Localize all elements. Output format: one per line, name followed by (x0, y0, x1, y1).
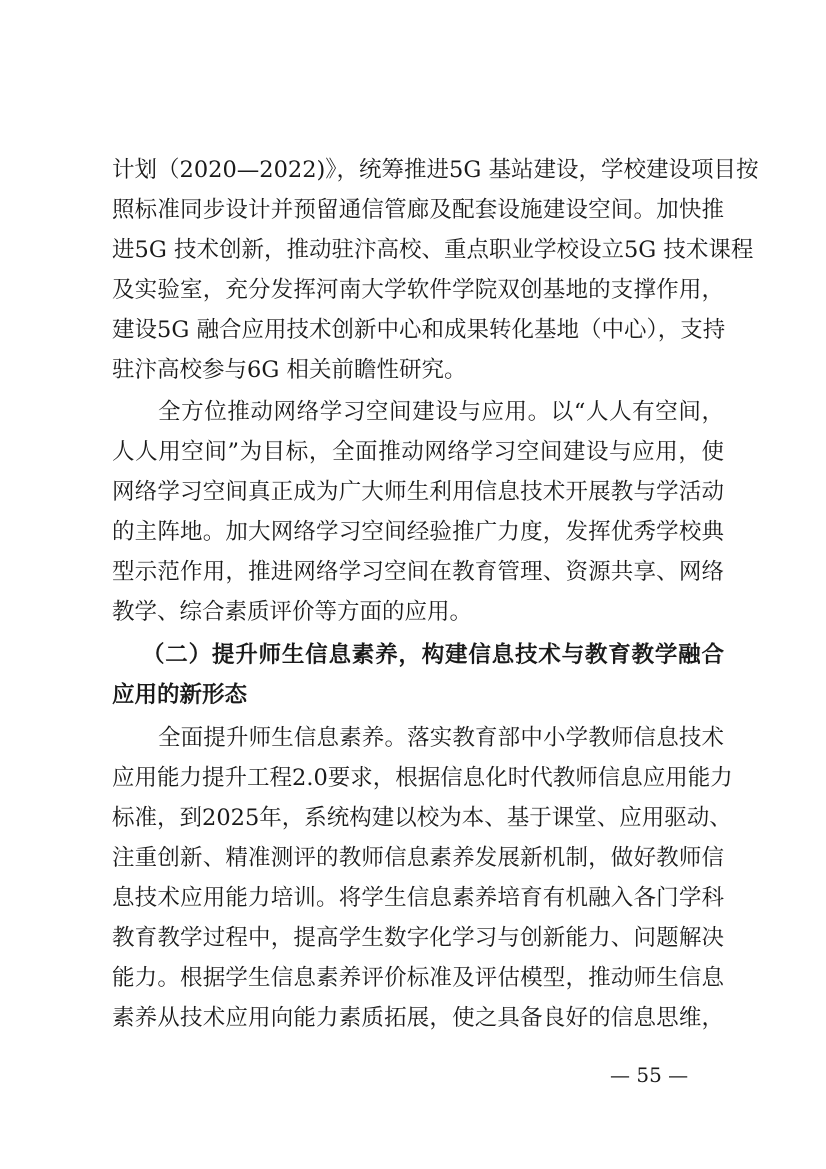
text-line-17: 息技术应用能力培训。将学生信息素养培育有机融入各门学科 (112, 885, 724, 911)
text-line-1: 计划（2020—2022)》，统筹推进5G 基站建设，学校建设项目按 (112, 157, 759, 183)
text-line-3: 进5G 技术创新，推动驻汴高校、重点职业学校设立5G 技术课程 (112, 237, 754, 263)
text-line-19: 能力。根据学生信息素养评价标准及评估模型，推动师生信息 (112, 965, 724, 991)
section-heading-line-2: 应用的新形态 (112, 682, 248, 708)
text-line-12: 教学、综合素质评价等方面的应用。 (112, 599, 473, 625)
text-line-20: 素养从技术应用向能力素质拓展，使之具备良好的信息思维， (112, 1005, 724, 1031)
text-line-13: 全面提升师生信息素养。落实教育部中小学教师信息技术 (158, 725, 724, 751)
text-line-10: 的主阵地。加大网络学习空间经验推广力度，发挥优秀学校典 (112, 519, 724, 545)
text-line-16: 注重创新、精准测评的教师信息素养发展新机制，做好教师信 (112, 845, 724, 871)
text-line-14: 应用能力提升工程2.0要求，根据信息化时代教师信息应用能力 (112, 765, 733, 791)
text-line-6: 驻汴高校参与6G 相关前瞻性研究。 (112, 357, 467, 383)
text-line-7: 全方位推动网络学习空间建设与应用。以“人人有空间， (158, 399, 724, 425)
page-number: — 55 — (610, 1063, 689, 1087)
text-line-15: 标准，到2025年，系统构建以校为本、基于课堂、应用驱动、 (112, 805, 732, 831)
text-line-18: 教育教学过程中，提高学生数字化学习与创新能力、问题解决 (112, 925, 724, 951)
section-heading-line-1: （二）提升师生信息素养，构建信息技术与教育教学融合 (142, 642, 724, 668)
text-line-8: 人人用空间”为目标，全面推动网络学习空间建设与应用，使 (112, 439, 724, 465)
text-line-5: 建设5G 融合应用技术创新中心和成果转化基地（中心），支持 (112, 317, 726, 343)
text-line-2: 照标准同步设计并预留通信管廊及配套设施建设空间。加快推 (112, 197, 724, 223)
text-line-4: 及实验室，充分发挥河南大学软件学院双创基地的支撑作用， (112, 277, 724, 303)
text-line-11: 型示范作用，推进网络学习空间在教育管理、资源共享、网络 (112, 559, 724, 585)
text-line-9: 网络学习空间真正成为广大师生利用信息技术开展教与学活动 (112, 479, 724, 505)
